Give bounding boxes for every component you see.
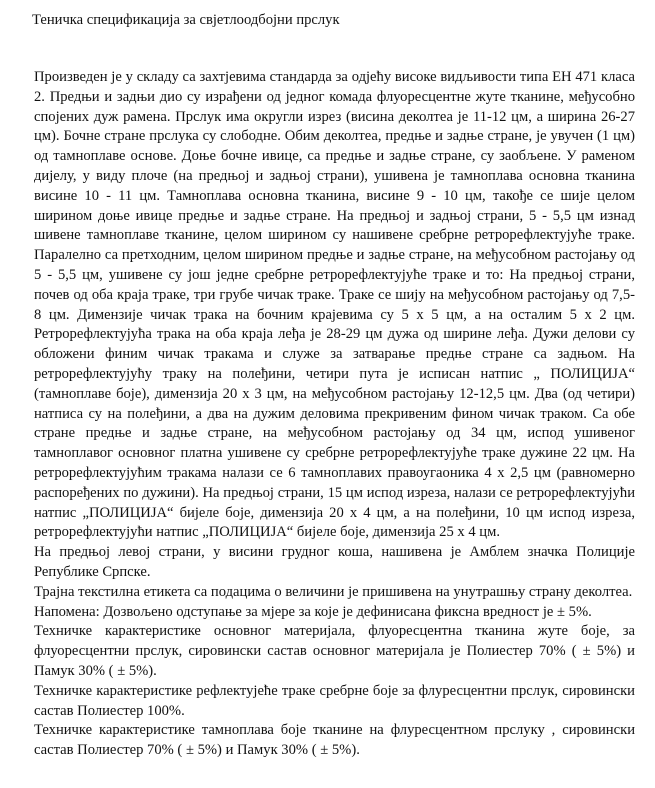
spec-paragraph-base-material: Техничке карактеристике основног материјала, флуоресцентна тканина жуте боје, за флуоресцентни прслук, сировински састав основног материјала је Полиестер 70% ( ± 5%) и Памук 30% ( ± 5%).: [34, 623, 635, 679]
document-body: [34, 68, 635, 761]
spec-paragraph-reflective-tape: Техничке карактеристике рефлектујеће траке сребрне боје за флуресцентни прслук, сировински састав Полиестер 100%.: [34, 682, 635, 719]
spec-paragraph-navy-fabric: Техничке карактеристике тамноплава боје тканине на флуресцентном прслуку , сировински састав Полиестер 70% ( ± 5%) и Памук 30% ( ± 5%).: [34, 722, 635, 759]
spec-paragraph-note: Напомена: Дозвољено одступање за мјере за које је дефинисана фиксна вредност је ± 5%.: [34, 603, 592, 620]
spec-paragraph-emblem: На предњој левој страни, у висини грудног коша, нашивена је Амблем значка Полиције Републике Српске.: [34, 544, 635, 580]
document-title: Теничка спецификација за свјетлоодбојни прслук: [32, 12, 340, 28]
spec-paragraph-label: Трајна текстилна етикета са подацима о величини је пришивена на унутрашњу страну деколтеа.: [34, 583, 633, 600]
spec-paragraph-main: Произведен је у складу са захтјевима стандарда за одјећу високе видљивости типа ЕН 471 класа 2. Предњи и задњи дио су израђени од једног комада флуоресцентне жуте тканине, међусобно спојених дуж рамена. Прслук има округли изрез (висина деколтеа је 11-12 цм, а ширина 26-27 цм). Бочне стране прслука су слободне. Обим деколтеа, предње и задње стране, је увучен (1 цм) од тамноплаве основе. Доње бочне ивице, са предње и задње стране, су заобљене. У раменом дијелу, у виду плоче (на предњој и задњој страни), ушивена је тамноплава основна тканина висине 10 - 11 цм. Тамноплава основна тканина, висине 9 - 10 цм, такође се шије целом ширином доње ивице предње и задње стране. На предњој и задњој страни, 5 - 5,5 цм изнад шивене тамноплаве тканине, целом ширином су нашивене сребрне ретрорефлектујуће траке. Паралелно са претходним, целом ширином предње и задње стране, на међусобном растојању од 5 - 5,5 цм, ушивене су још једне сребрне ретрорефлектујуће траке и то: На предњој страни, почев од оба краја траке, три грубе чичак траке. Траке се шију на међусобном растојању од 7,5-8 цм. Димензије чичак трака на бочним крајевима су 5 х 5 цм, а на осталим 5 х 2 цм. Ретрорефлектујућа трака на оба краја леђа је 28-29 цм дужа од ширине леђа. Дужи делови су обложени финим чичак тракама и служе за затварање предње стране са задњом. На ретрорефлектујућу траку на полеђини, четири пута је исписан натпис „ ПОЛИЦИЈА“ (тамноплаве боје), димензија 20 х 3 цм, на међусобном растојању 12-12,5 цм. Два (од четири) натписа су на полеђини, а два на дужим деловима прекривеним фином чичак траком. Са обе стране предње и задње стране, на међусобном растојању од 34 цм, испод ушивеног тамноплавог основног платна ушивене су сребрне ретрорефлектујуће траке дужине 22 цм. На ретрорефлектујућим тракама налази се 6 тамноплавих правоугаоника 4 х 2,5 цм (равномерно распоређених по дужини). На предњој страни, 15 цм испод изреза, налази се ретрорефлектујући натпис „ПОЛИЦИЈА“ бијеле боје, димензија 20 х 4 цм, а на полеђини, 10 цм испод изреза, ретрорефлектујући натпис „ПОЛИЦИЈА“ бијеле боје, димензија 25 х 4 цм.: [34, 69, 635, 541]
